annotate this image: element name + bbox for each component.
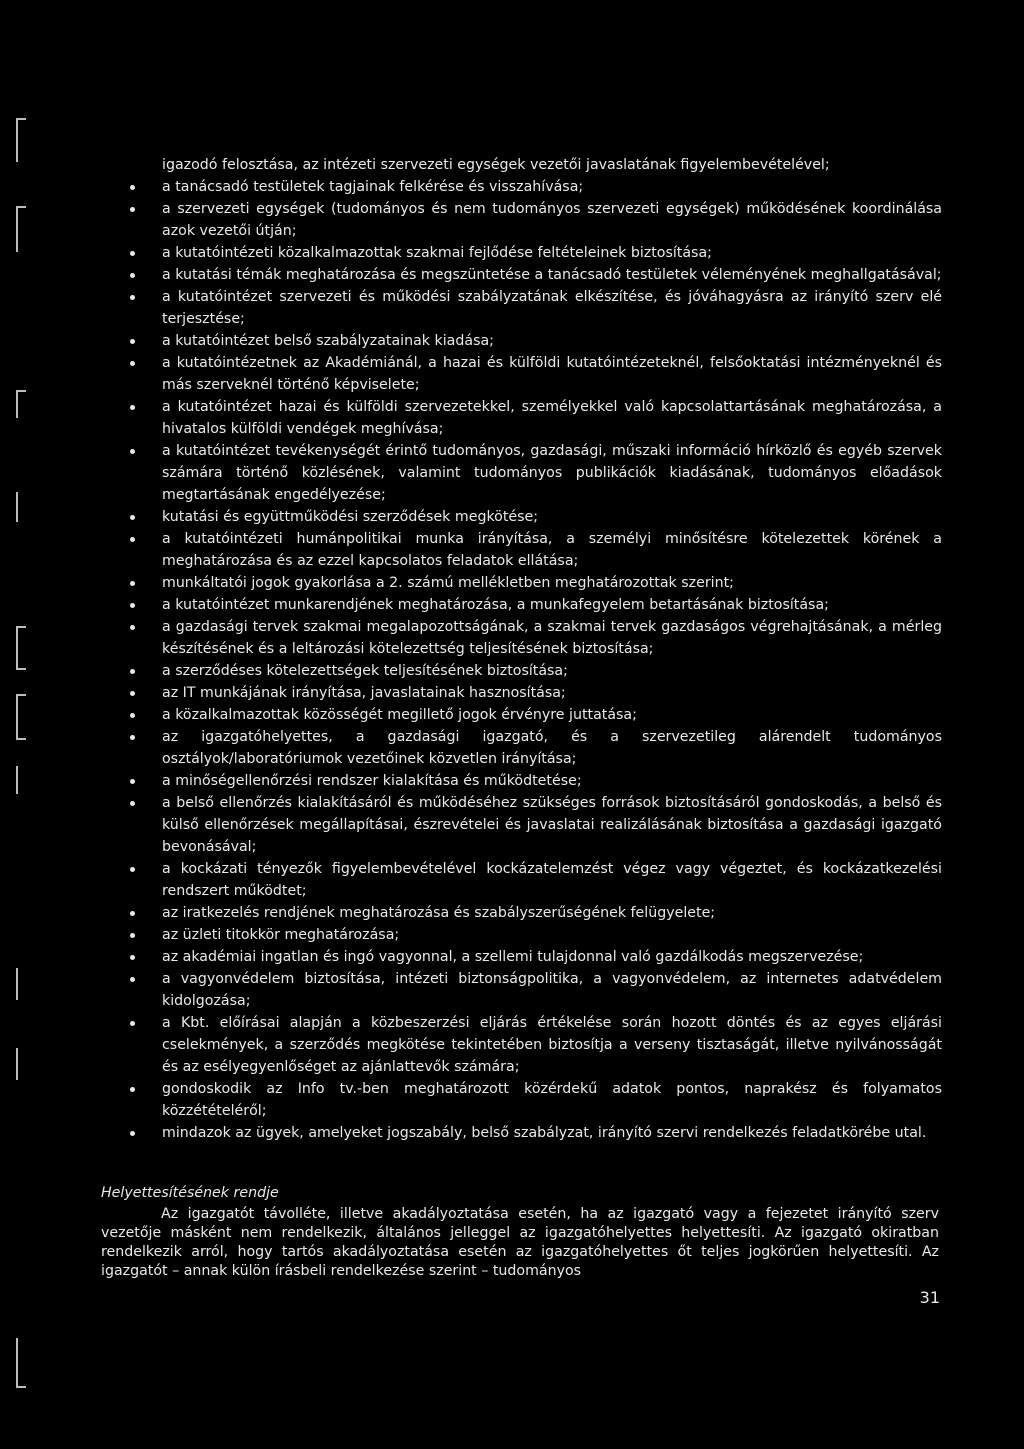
margin-bracket-mark bbox=[16, 766, 26, 794]
margin-bracket-mark bbox=[16, 1338, 26, 1388]
list-item: mindazok az ügyek, amelyeket jogszabály, belső szabályzat, irányító szervi rendelkezés feladatkörébe utal. bbox=[130, 1122, 942, 1144]
list-item: a szervezeti egységek (tudományos és nem tudományos szervezeti egységek) működésének koordinálása azok vezetői útján; bbox=[130, 198, 942, 242]
list-item: a belső ellenőrzés kialakításáról és működéséhez szükséges források biztosításáról gondoskodás, a belső és külső ellenőrzések megállapításai, észrevételei és javaslatai realizálásának biztosítása a gazdasági igazgató bevonásával; bbox=[130, 792, 942, 858]
margin-bracket-mark bbox=[16, 118, 26, 162]
list-item: kutatási és együttműködési szerződések megkötése; bbox=[130, 506, 942, 528]
list-continuation-line: igazodó felosztása, az intézeti szervezeti egységek vezetői javaslatának figyelembevételével; bbox=[162, 157, 830, 173]
list-item: a kutatóintézet belső szabályzatainak kiadása; bbox=[130, 330, 942, 352]
list-item: a kutatóintézetnek az Akadémiánál, a hazai és külföldi kutatóintézeteknél, felsőoktatási intézményeknél és más szerveknél történő képviselete; bbox=[130, 352, 942, 396]
margin-bracket-mark bbox=[16, 1048, 26, 1080]
duties-bullet-list bbox=[130, 176, 942, 1144]
page-number: 31 bbox=[919, 1288, 940, 1307]
list-item: a közalkalmazottak közösségét megillető jogok érvényre juttatása; bbox=[130, 704, 942, 726]
margin-bracket-mark bbox=[16, 694, 26, 740]
list-item: a szerződéses kötelezettségek teljesítésének biztosítása; bbox=[130, 660, 942, 682]
margin-bracket-mark bbox=[16, 492, 26, 522]
list-item: az igazgatóhelyettes, a gazdasági igazgató, és a szervezetileg alárendelt tudományos osztályok/laboratóriumok vezetőinek közvetlen irányítása; bbox=[130, 726, 942, 770]
list-item: a kutatóintézeti közalkalmazottak szakmai fejlődése feltételeinek biztosítása; bbox=[130, 242, 942, 264]
list-item: a kutatóintézeti humánpolitikai munka irányítása, a személyi minősítésre kötelezettek körének a meghatározása és az ezzel kapcsolatos feladatok ellátása; bbox=[130, 528, 942, 572]
section-heading: Helyettesítésének rendje bbox=[101, 1185, 279, 1201]
list-item: a kutatási témák meghatározása és megszüntetése a tanácsadó testületek véleményének meghallgatásával; bbox=[130, 264, 942, 286]
margin-bracket-mark bbox=[16, 968, 26, 1000]
list-item: a kockázati tényezők figyelembevételével kockázatelemzést végez vagy végeztet, és kockázatkezelési rendszert működtet; bbox=[130, 858, 942, 902]
margin-bracket-mark bbox=[16, 206, 26, 252]
list-item: a kutatóintézet szervezeti és működési szabályzatának elkészítése, és jóváhagyásra az irányító szerv elé terjesztése; bbox=[130, 286, 942, 330]
margin-bracket-mark bbox=[16, 626, 26, 670]
list-item: az üzleti titokkör meghatározása; bbox=[130, 924, 942, 946]
list-item: a kutatóintézet munkarendjének meghatározása, a munkafegyelem betartásának biztosítása; bbox=[130, 594, 942, 616]
list-item: a minőségellenőrzési rendszer kialakítása és működtetése; bbox=[130, 770, 942, 792]
list-item: a gazdasági tervek szakmai megalapozottságának, a szakmai tervek gazdaságos végrehajtásának, a mérleg készítésének és a leltározási kötelezettség teljesítésének biztosítása; bbox=[130, 616, 942, 660]
list-item: az iratkezelés rendjének meghatározása és szabályszerűségének felügyelete; bbox=[130, 902, 942, 924]
list-item: az IT munkájának irányítása, javaslatainak hasznosítása; bbox=[130, 682, 942, 704]
list-item: munkáltatói jogok gyakorlása a 2. számú mellékletben meghatározottak szerint; bbox=[130, 572, 942, 594]
margin-bracket-mark bbox=[16, 390, 26, 418]
list-item: az akadémiai ingatlan és ingó vagyonnal, a szellemi tulajdonnal való gazdálkodás megszervezése; bbox=[130, 946, 942, 968]
list-item: a tanácsadó testületek tagjainak felkérése és visszahívása; bbox=[130, 176, 942, 198]
list-item: a kutatóintézet hazai és külföldi szervezetekkel, személyekkel való kapcsolattartásának meghatározása, a hivatalos külföldi vendégek meghívása; bbox=[130, 396, 942, 440]
list-item: a kutatóintézet tevékenységét érintő tudományos, gazdasági, műszaki információ hírközlő és egyéb szervek számára történő közlésének, valamint tudományos publikációk kiadásának, tudományos előadások megtartásának engedélyezése; bbox=[130, 440, 942, 506]
list-item: a Kbt. előírásai alapján a közbeszerzési eljárás értékelése során hozott döntés és az egyes eljárási cselekmények, a szerződés megkötése tekintetében biztosítja a verseny tisztaságát, illetve nyilvánosságát és az esélyegyenlőséget az ajánlattevők számára; bbox=[130, 1012, 942, 1078]
body-paragraph: Az igazgatót távolléte, illetve akadályoztatása esetén, ha az igazgató vagy a fejezetet irányító szerv vezetője másként nem rendelkezik, általános jelleggel az igazgatóhelyettes helyettesíti. Az igazgató okiratban rendelkezik arról, hogy tartós akadályoztatása esetén az igazgatóhelyettes őt teljes jogkörűen helyettesíti. Az igazgatót – annak külön írásbeli rendelkezése szerint – tudományos bbox=[101, 1206, 939, 1279]
list-item: a vagyonvédelem biztosítása, intézeti biztonságpolitika, a vagyonvédelem, az internetes adatvédelem kidolgozása; bbox=[130, 968, 942, 1012]
list-item: gondoskodik az Info tv.-ben meghatározott közérdekű adatok pontos, naprakész és folyamatos közzétételéről; bbox=[130, 1078, 942, 1122]
